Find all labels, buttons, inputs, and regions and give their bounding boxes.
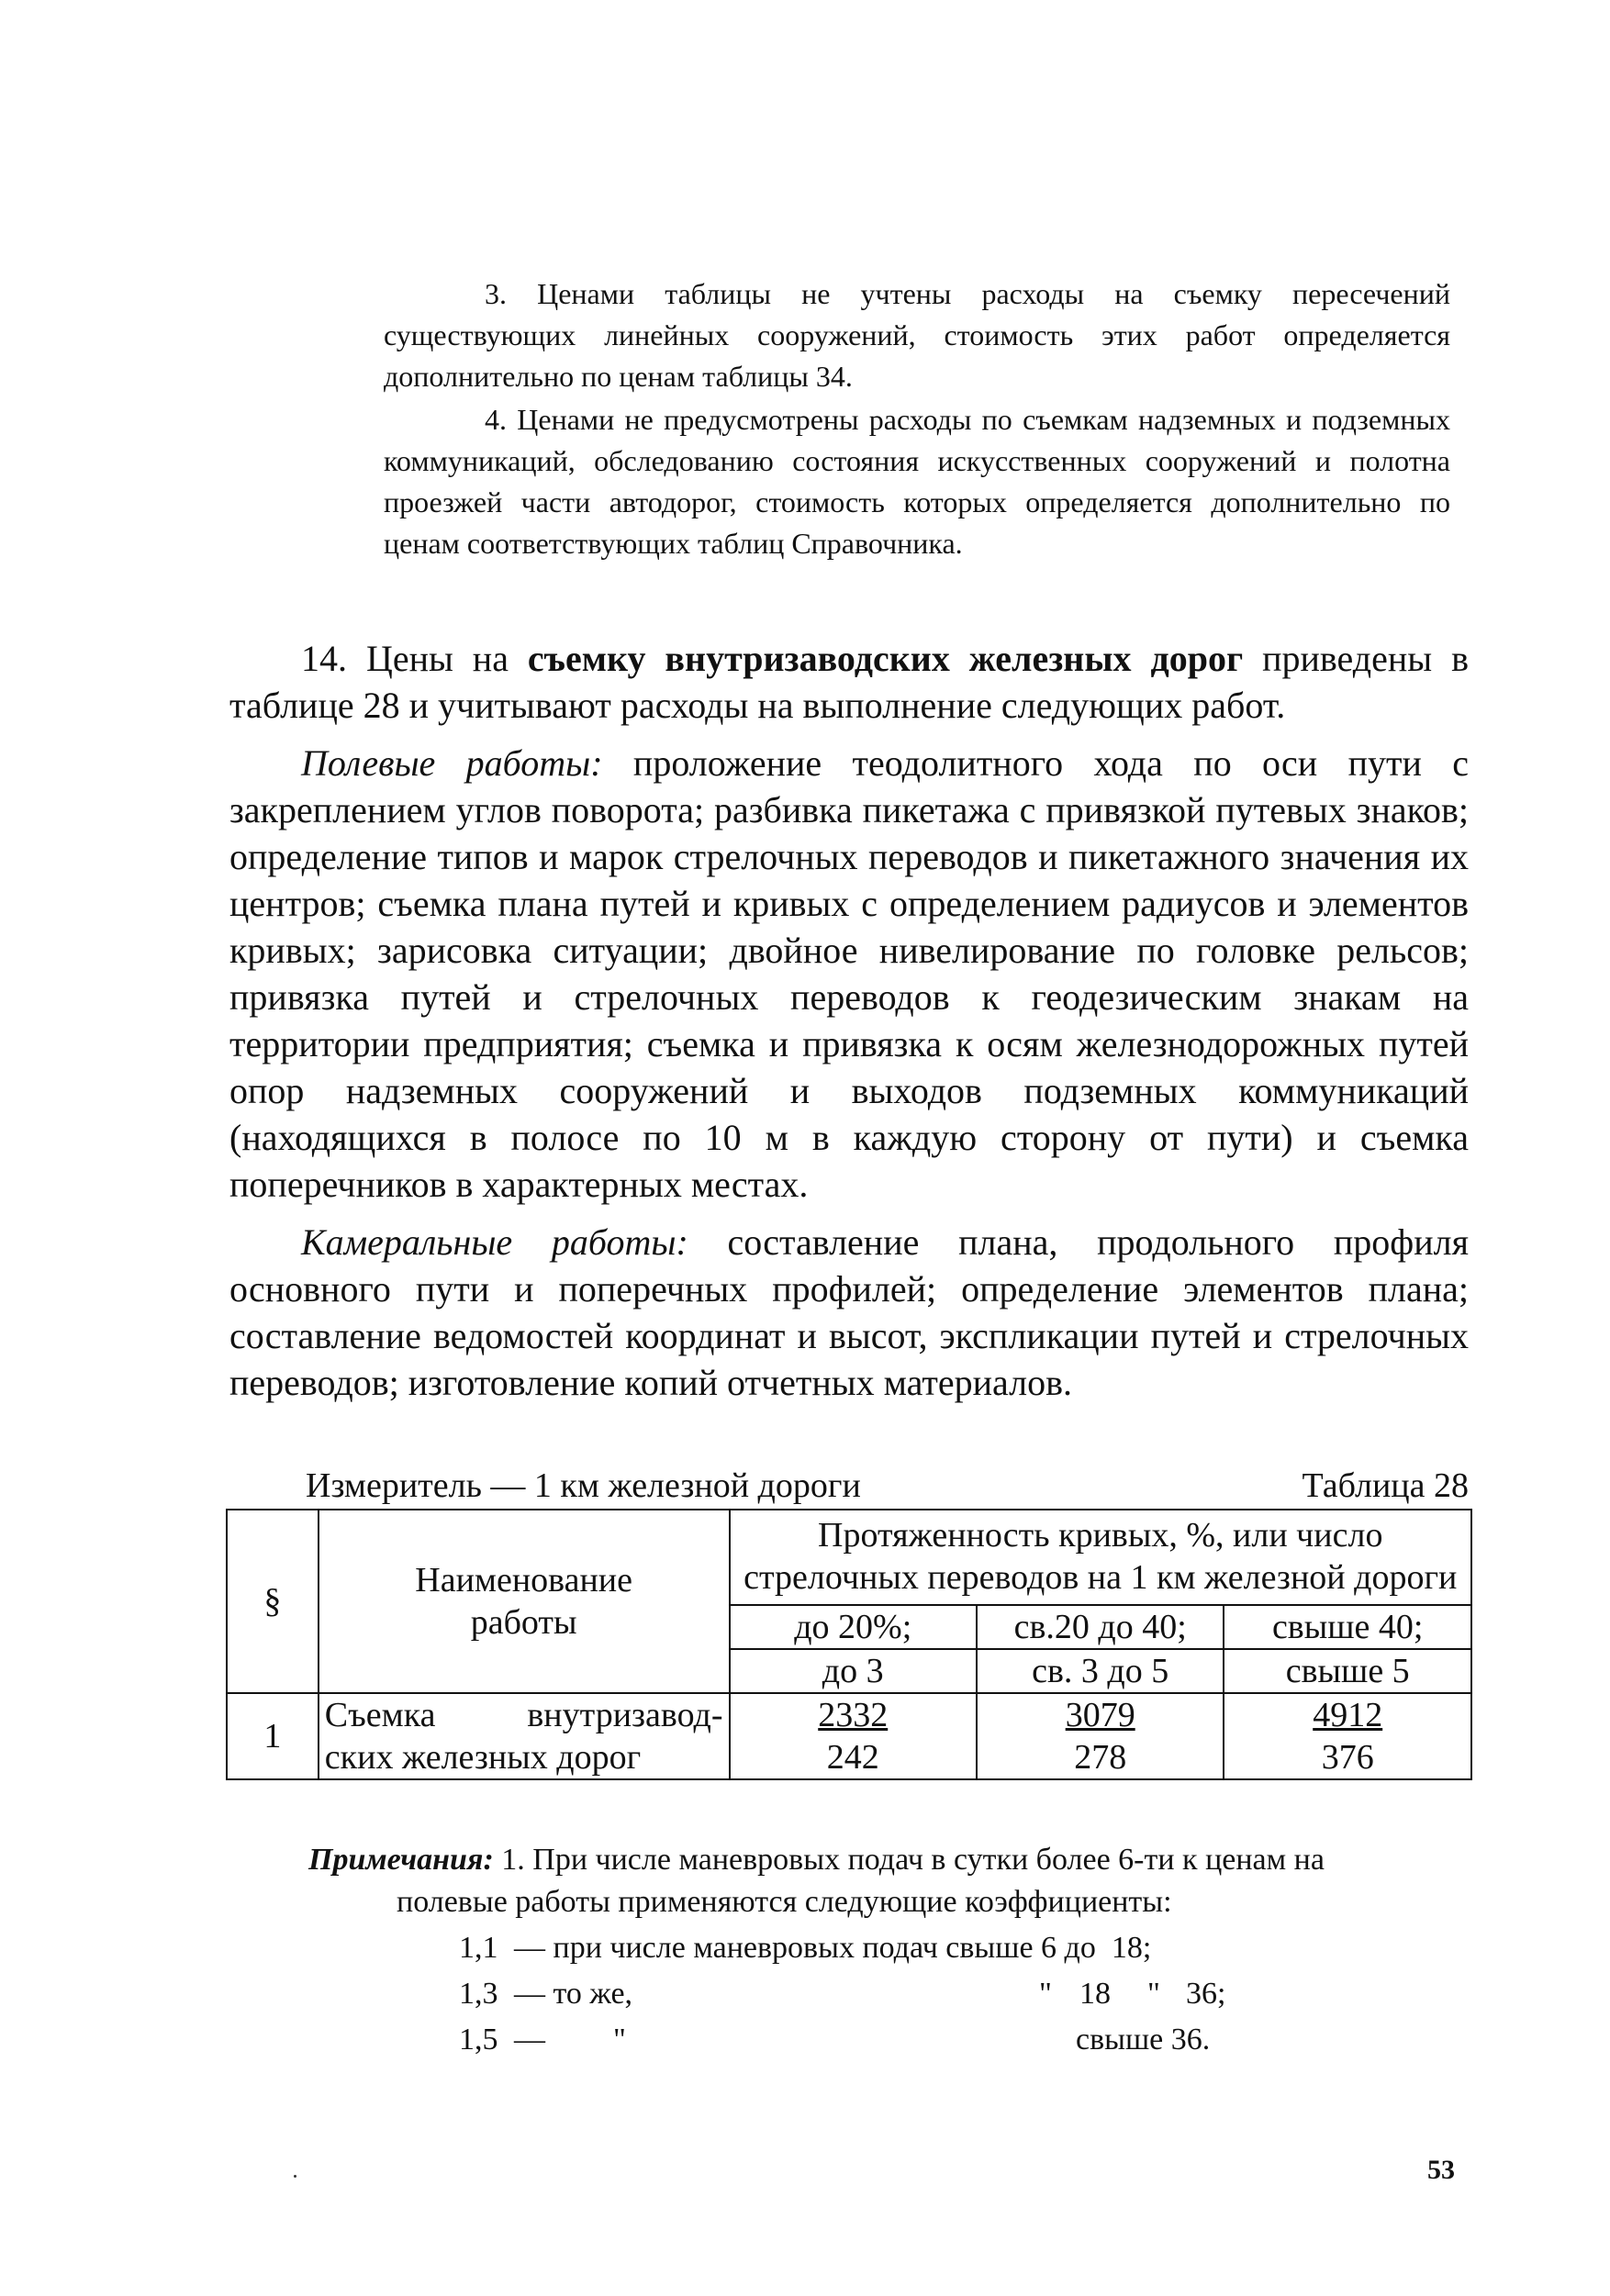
table-row bbox=[227, 1693, 1471, 1779]
section-number: 14. bbox=[301, 638, 347, 679]
row-value-3: 4912 376 bbox=[1224, 1693, 1471, 1779]
note-4: 4. Ценами не предусмотрены расходы по съемкам надземных и подземных коммуникаций, обследованию состояния искусственных сооружений и полотна проезжей части автодорог, стоимость которых определяется дополнительно по ценам соответствующих таблиц Справочника. bbox=[384, 403, 1450, 560]
col-section-header: § bbox=[227, 1510, 319, 1693]
sub-pct-3: свыше 40; bbox=[1224, 1605, 1471, 1649]
col-name-header: Наименование работы bbox=[319, 1510, 730, 1693]
remarks-label: Примечания bbox=[308, 1843, 484, 1877]
office-works-label: Камеральные работы: bbox=[301, 1221, 688, 1263]
page-number: 53 bbox=[1427, 2155, 1455, 2185]
note-3: 3. Ценами таблицы не учтены расходы на съемку пересечений существующих линейных сооружений, стоимость этих работ определяется дополнительно по ценам таблицы 34. bbox=[384, 277, 1450, 393]
table-unit: Измеритель — 1 км железной дороги bbox=[306, 1466, 861, 1505]
row-name: Съемка внутризавод- ских железных дорог bbox=[319, 1693, 730, 1779]
remarks bbox=[229, 1839, 1469, 2065]
sub-cnt-2: св. 3 до 5 bbox=[977, 1649, 1224, 1693]
price-table bbox=[226, 1509, 1472, 1780]
sub-cnt-3: свыше 5 bbox=[1224, 1649, 1471, 1693]
table-label: Таблица 28 bbox=[1302, 1466, 1469, 1505]
notes-top bbox=[384, 273, 1450, 564]
table-caption bbox=[306, 1465, 1469, 1507]
coef-row-2: 1,3 — то же, " 18 " 36; bbox=[459, 1977, 1226, 2011]
coef-row-1: 1,1 — при числе маневровых подач свыше 6 до 18; bbox=[459, 1931, 1152, 1965]
row-value-2: 3079 278 bbox=[977, 1693, 1224, 1779]
scan-speck bbox=[294, 2175, 296, 2178]
col-group-header: Протяженность кривых, %, или число стрелочных переводов на 1 км железной дороги bbox=[730, 1510, 1472, 1605]
section-14-subject: съемку внутризаводских железных дорог bbox=[527, 638, 1244, 679]
row-value-1: 2332 242 bbox=[730, 1693, 977, 1779]
office-works-paragraph: Камеральные работы: составление плана, продольного профиля основного пути и поперечных профилей; определение элементов плана; составление ведомостей координат и высот, экспликации путей и стрелочных переводов; изготовление копий отчетных материалов. bbox=[229, 1221, 1469, 1403]
row-number: 1 bbox=[227, 1693, 319, 1779]
remark-1: Примечания: 1. При числе маневровых подач в сутки более 6-ти к ценам на bbox=[308, 1843, 1325, 1877]
sub-pct-1: до 20%; bbox=[730, 1605, 977, 1649]
remark-1-continued: полевые работы применяются следующие коэффициенты: bbox=[397, 1885, 1172, 1919]
section-14: 14. Цены на съемку внутризаводских железных дорог приведены в таблице 28 и учитывают расходы на выполнение следующих работ. bbox=[229, 638, 1469, 726]
coef-row-3: 1,5 — " свыше 36. bbox=[459, 2023, 1211, 2056]
main-text bbox=[229, 635, 1469, 1406]
sub-pct-2: св.20 до 40; bbox=[977, 1605, 1224, 1649]
field-works-paragraph: Полевые работы: проложение теодолитного хода по оси пути с закреплением углов поворота; разбивка пикетажа с привязкой путевых знаков; определение типов и марок стрелочных переводов и пикетажного значения их центров; съемка плана путей и кривых с определением радиусов и элементов кривых; зарисовка ситуации; двойное нивелирование по головке рельсов; привязка путей и стрелочных переводов к геодезическим знакам на территории предприятия; съемка и привязка к осям железнодорожных путей опор надземных сооружений и выходов подземных коммуникаций (находящихся в полосе по 10 м в каждую сторону от пути) и съемка поперечников в характерных местах. bbox=[229, 742, 1469, 1205]
table-header-row bbox=[227, 1510, 1471, 1605]
field-works-label: Полевые работы: bbox=[301, 742, 603, 784]
sub-cnt-1: до 3 bbox=[730, 1649, 977, 1693]
